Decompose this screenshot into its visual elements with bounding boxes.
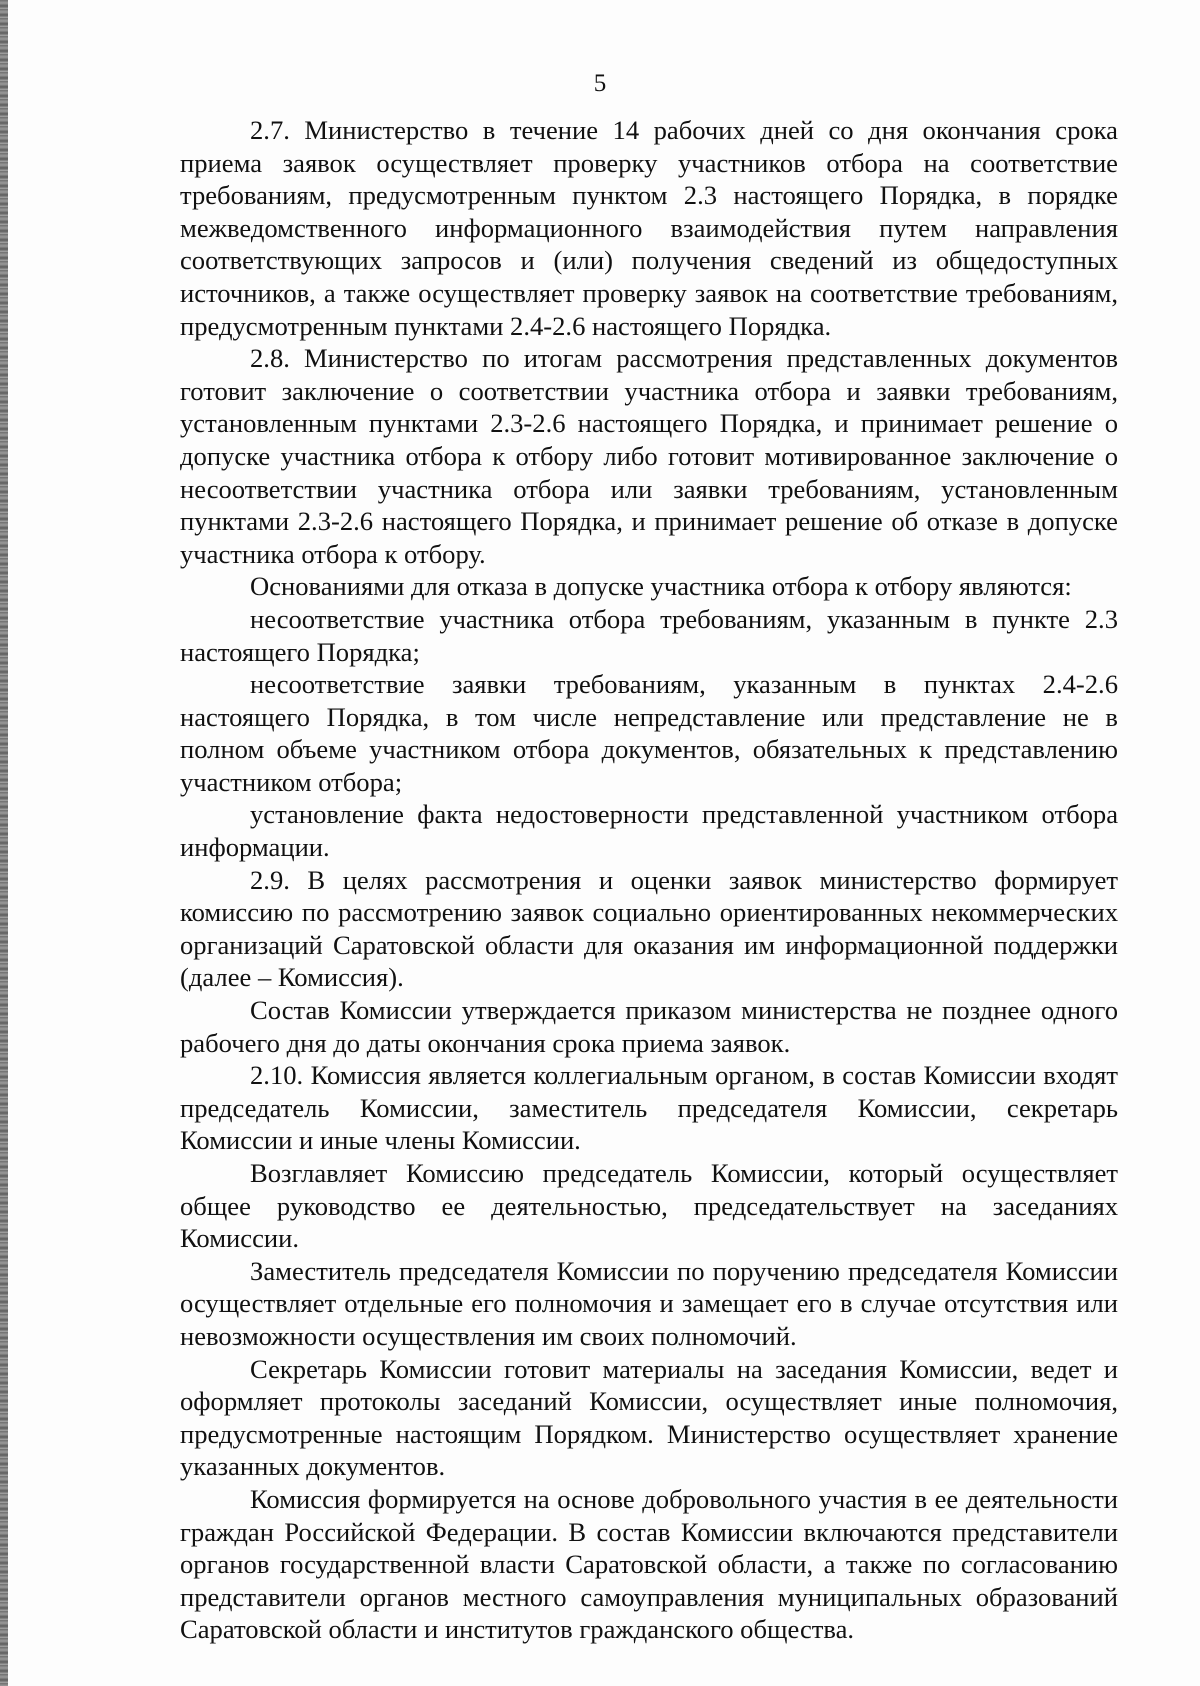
paragraph-deputy-chairman: Заместитель председателя Комиссии по поручению председателя Комиссии осуществляет отдельные его полномочия и замещает его в случае отсутствия или невозможности осуществления им своих полномочий. [180,1255,1118,1351]
paragraph-ground-participant: несоответствие участника отбора требованиям, указанным в пункте 2.3 настоящего Порядка; [180,603,1118,667]
paragraph-commission-composition: Состав Комиссии утверждается приказом министерства не позднее одного рабочего дня до даты окончания срока приема заявок. [180,995,1118,1058]
paragraph-refusal-grounds: Основаниями для отказа в допуске участника отбора к отбору являются: [250,571,1072,602]
scan-edge-shadow [0,0,8,1686]
paragraph-ground-application: несоответствие заявки требованиям, указанным в пунктах 2.4-2.6 настоящего Порядка, в том числе непредставление или представление не в полном объеме участником отбора документов, обязательных к представлению участником отбора; [180,669,1118,797]
paragraph-2-10: 2.10. Комиссия является коллегиальным органом, в состав Комиссии входят председатель Комиссии, заместитель председателя Комиссии, секретарь Комиссии и иные члены Комиссии. [180,1060,1118,1156]
paragraph-commission-formation: Комиссия формируется на основе добровольного участия в ее деятельности граждан Российской Федерации. В состав Комиссии включаются представители органов государственной власти Саратовской области, а также по согласованию представители органов местного самоуправления муниципальных образований Саратовской области и институтов гражданского общества. [180,1483,1118,1645]
paragraph-2-7: 2.7. Министерство в течение 14 рабочих дней со дня окончания срока приема заявок осуществляет проверку участников отбора на соответствие требованиям, предусмотренным пунктом 2.3 настоящего Порядка, в порядке межведомственного информационного взаимодействия путем направления соответствующих запросов и (или) получения сведений из общедоступных источников, а также осуществляет проверку заявок на соответствие требованиям, предусмотренным пунктами 2.4-2.6 настоящего Порядка. [180,115,1118,341]
paragraph-ground-unreliable-info: установление факта недостоверности представленной участником отбора информации. [180,799,1118,863]
paragraph-secretary: Секретарь Комиссии готовит материалы на заседания Комиссии, ведет и оформляет протоколы заседаний Комиссии, осуществляет иные полномочия, предусмотренные настоящим Порядком. Министерство осуществляет хранение указанных документов. [180,1353,1118,1482]
paragraph-2-9: 2.9. В целях рассмотрения и оценки заявок министерство формирует комиссию по рассмотрению заявок социально ориентированных некоммерческих организаций Саратовской области для оказания им информационной поддержки (далее – Комиссия). [180,864,1118,993]
paragraph-2-8: 2.8. Министерство по итогам рассмотрения представленных документов готовит заключение о соответствии участника отбора и заявки требованиям, установленным пунктами 2.3-2.6 настоящего Порядка, и принимает решение о допуске участника отбора к отбору либо готовит мотивированное заключение о несоответствии участника отбора или заявки требованиям, установленным пунктами 2.3-2.6 настоящего Порядка, и принимает решение об отказе в допуске участника отбора к отбору. [180,343,1118,569]
page-number: 5 [593,70,607,97]
paragraph-chairman: Возглавляет Комиссию председатель Комиссии, который осуществляет общее руководство ее деятельностью, председательствует на заседаниях Комиссии. [180,1158,1118,1254]
document-body [180,114,1118,1646]
